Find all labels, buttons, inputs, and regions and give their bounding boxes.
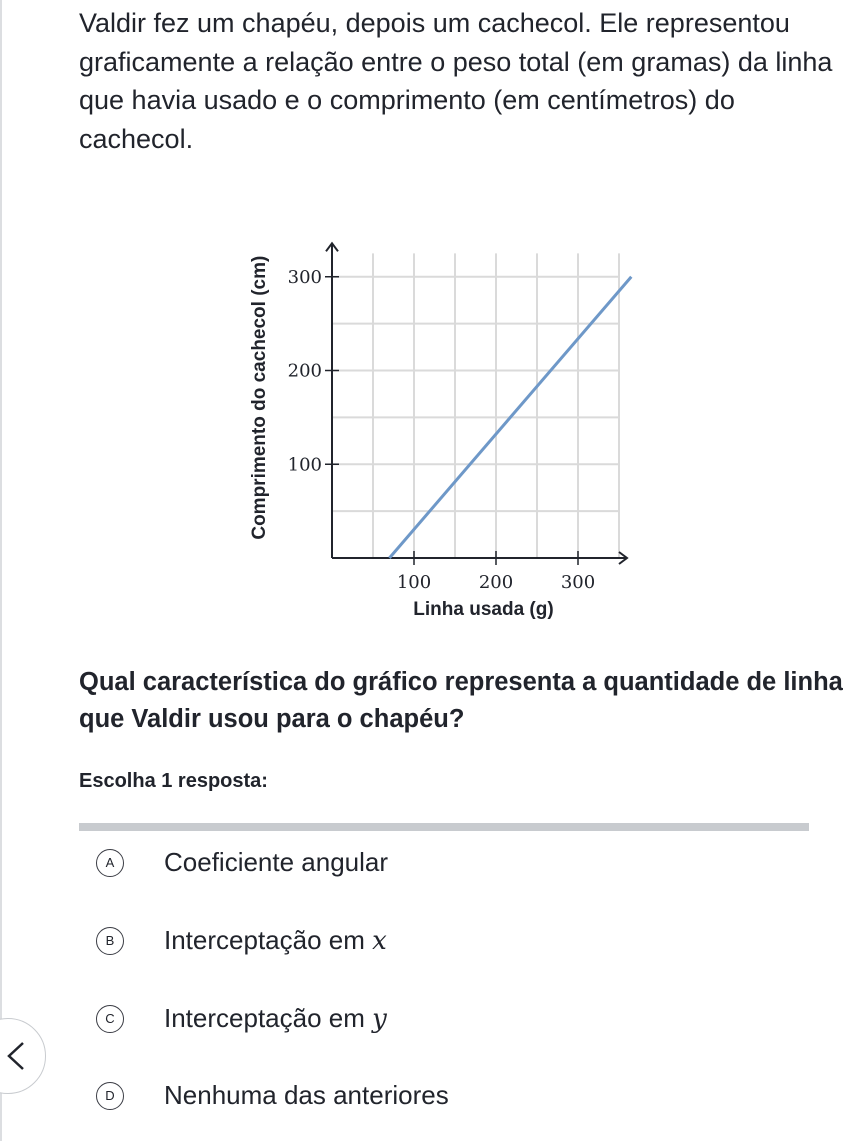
- x-tick-label: 300: [560, 572, 596, 593]
- chart-axes: [326, 243, 627, 564]
- choice-letter-c: C: [96, 1005, 124, 1033]
- x-tick-label: 200: [478, 572, 514, 593]
- choice-label-c: Interceptação em y: [164, 1003, 387, 1034]
- chart-grid: [332, 253, 619, 558]
- problem-intro: Valdir fez um chapéu, depois um cachecol. Ele representou graficamente a relação entre o peso total (em gramas) da linha que havia usado e o comprimento (em centímetros) do cachecol.: [79, 8, 833, 154]
- line-chart: [230, 215, 650, 625]
- back-button[interactable]: [0, 1018, 46, 1094]
- choice-label-b: Interceptação em x: [164, 925, 387, 956]
- question-text: Qual característica do gráfico representa a quantidade de linha que Valdir usou para o chapéu?: [79, 668, 843, 733]
- chevron-left-icon: [5, 1041, 27, 1071]
- y-axis-label: Comprimento do cachecol (cm): [249, 255, 270, 540]
- choice-label-a: Coeficiente angular: [164, 847, 389, 877]
- choice-letter-b: B: [96, 927, 124, 955]
- x-tick-label: 100: [396, 572, 432, 593]
- choice-letter-d: D: [96, 1082, 124, 1110]
- choice-label-d: Nenhuma das anteriores: [164, 1080, 449, 1110]
- y-tick-label: 200: [287, 360, 322, 382]
- left-border: [0, 0, 2, 1141]
- answer-prompt: Escolha 1 resposta:: [79, 770, 268, 792]
- choice-letter-a: A: [96, 849, 124, 877]
- y-tick-label: 100: [287, 454, 322, 476]
- y-tick-label: 300: [287, 266, 322, 288]
- x-axis-label: Linha usada (g): [413, 599, 554, 620]
- chart-ticks: [288, 267, 596, 593]
- divider: [79, 823, 809, 831]
